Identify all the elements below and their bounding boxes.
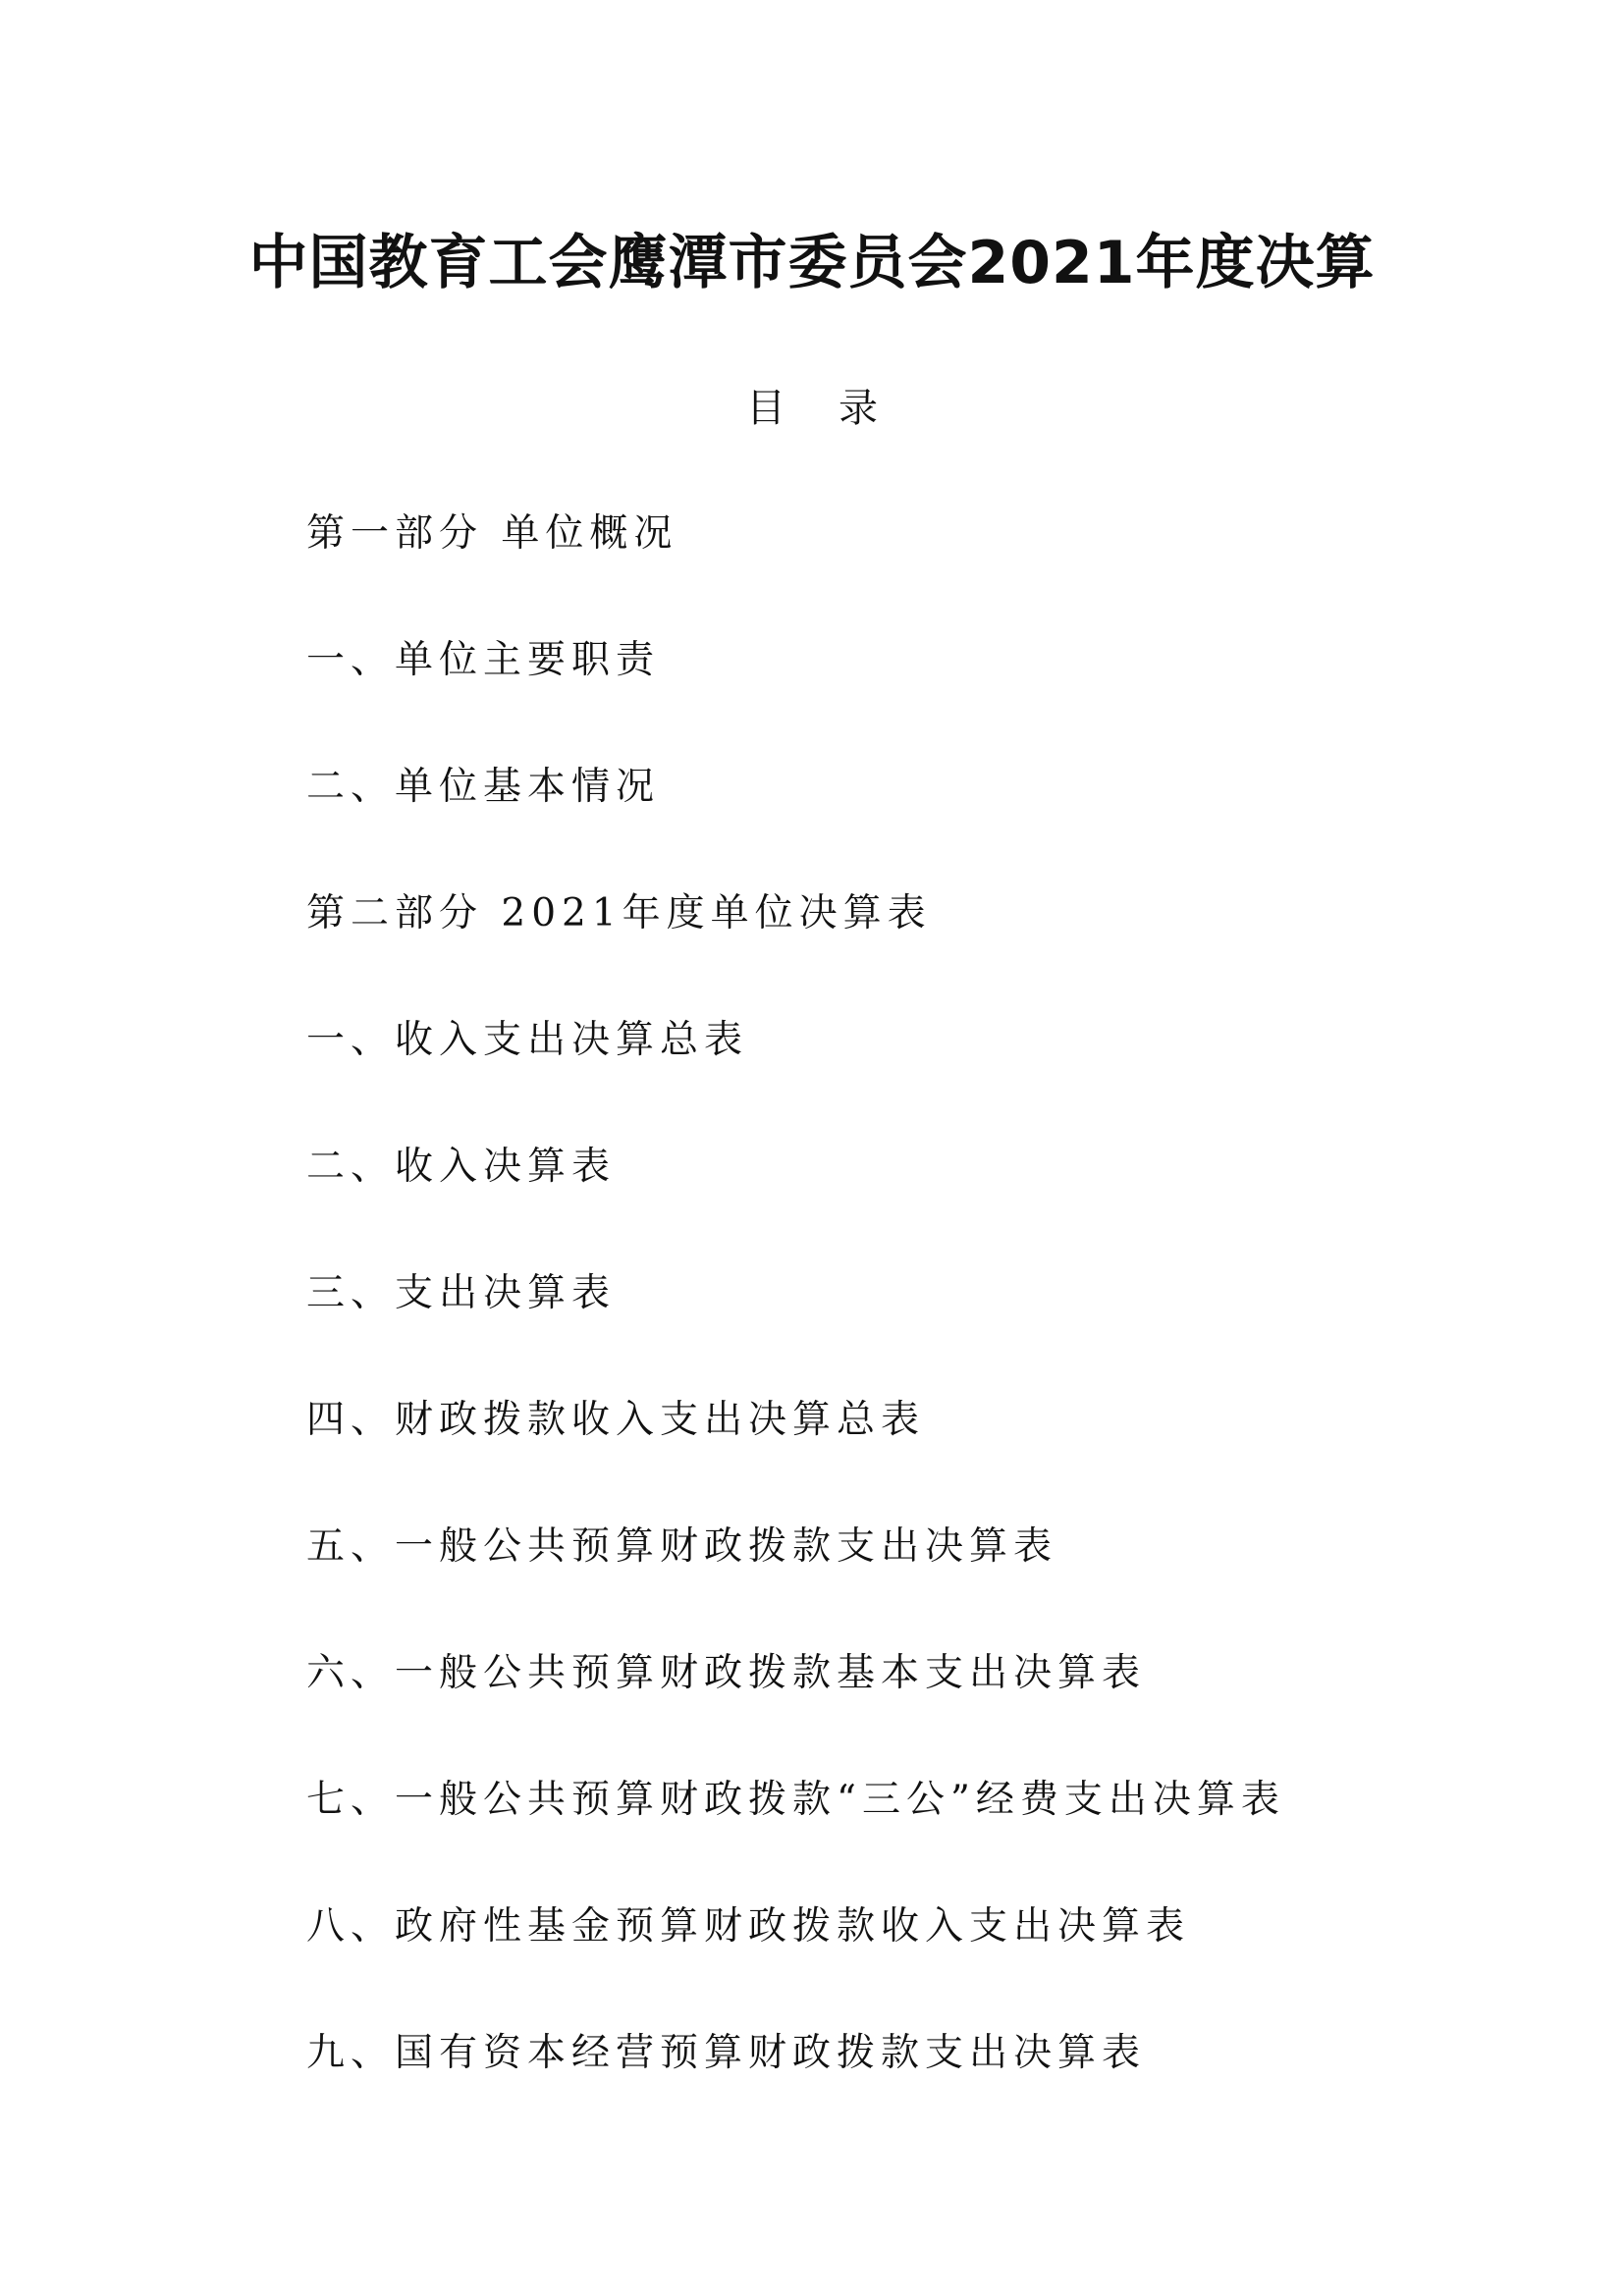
toc-item-fiscal-appropriation-summary: 四、财政拨款收入支出决算总表 (306, 1398, 926, 1442)
toc-item-government-fund-budget: 八、政府性基金预算财政拨款收入支出决算表 (306, 1904, 1191, 1949)
toc-heading: 目录 (746, 386, 931, 431)
toc-item-three-public-expenses: 七、一般公共预算财政拨款“三公”经费支出决算表 (306, 1778, 1285, 1822)
toc-item-general-budget-expenditure: 五、一般公共预算财政拨款支出决算表 (306, 1524, 1058, 1569)
toc-item-income-expenditure-summary: 一、收入支出决算总表 (306, 1018, 749, 1062)
toc-item-general-budget-basic-expenditure: 六、一般公共预算财政拨款基本支出决算表 (306, 1651, 1147, 1695)
toc-item-income-table: 二、收入决算表 (306, 1145, 617, 1189)
toc-item-unit-duties: 一、单位主要职责 (306, 638, 661, 682)
toc-item-state-capital-budget: 九、国有资本经营预算财政拨款支出决算表 (306, 2031, 1147, 2075)
toc-item-part-one: 第一部分 单位概况 (306, 511, 678, 556)
toc-item-part-two: 第二部分 2021年度单位决算表 (306, 891, 932, 935)
document-title: 中国教育工会鹰潭市委员会2021年度决算 (248, 229, 1376, 297)
toc-item-expenditure-table: 三、支出决算表 (306, 1271, 617, 1315)
table-of-contents (306, 505, 1285, 2151)
toc-item-unit-basic-info: 二、单位基本情况 (306, 765, 661, 809)
